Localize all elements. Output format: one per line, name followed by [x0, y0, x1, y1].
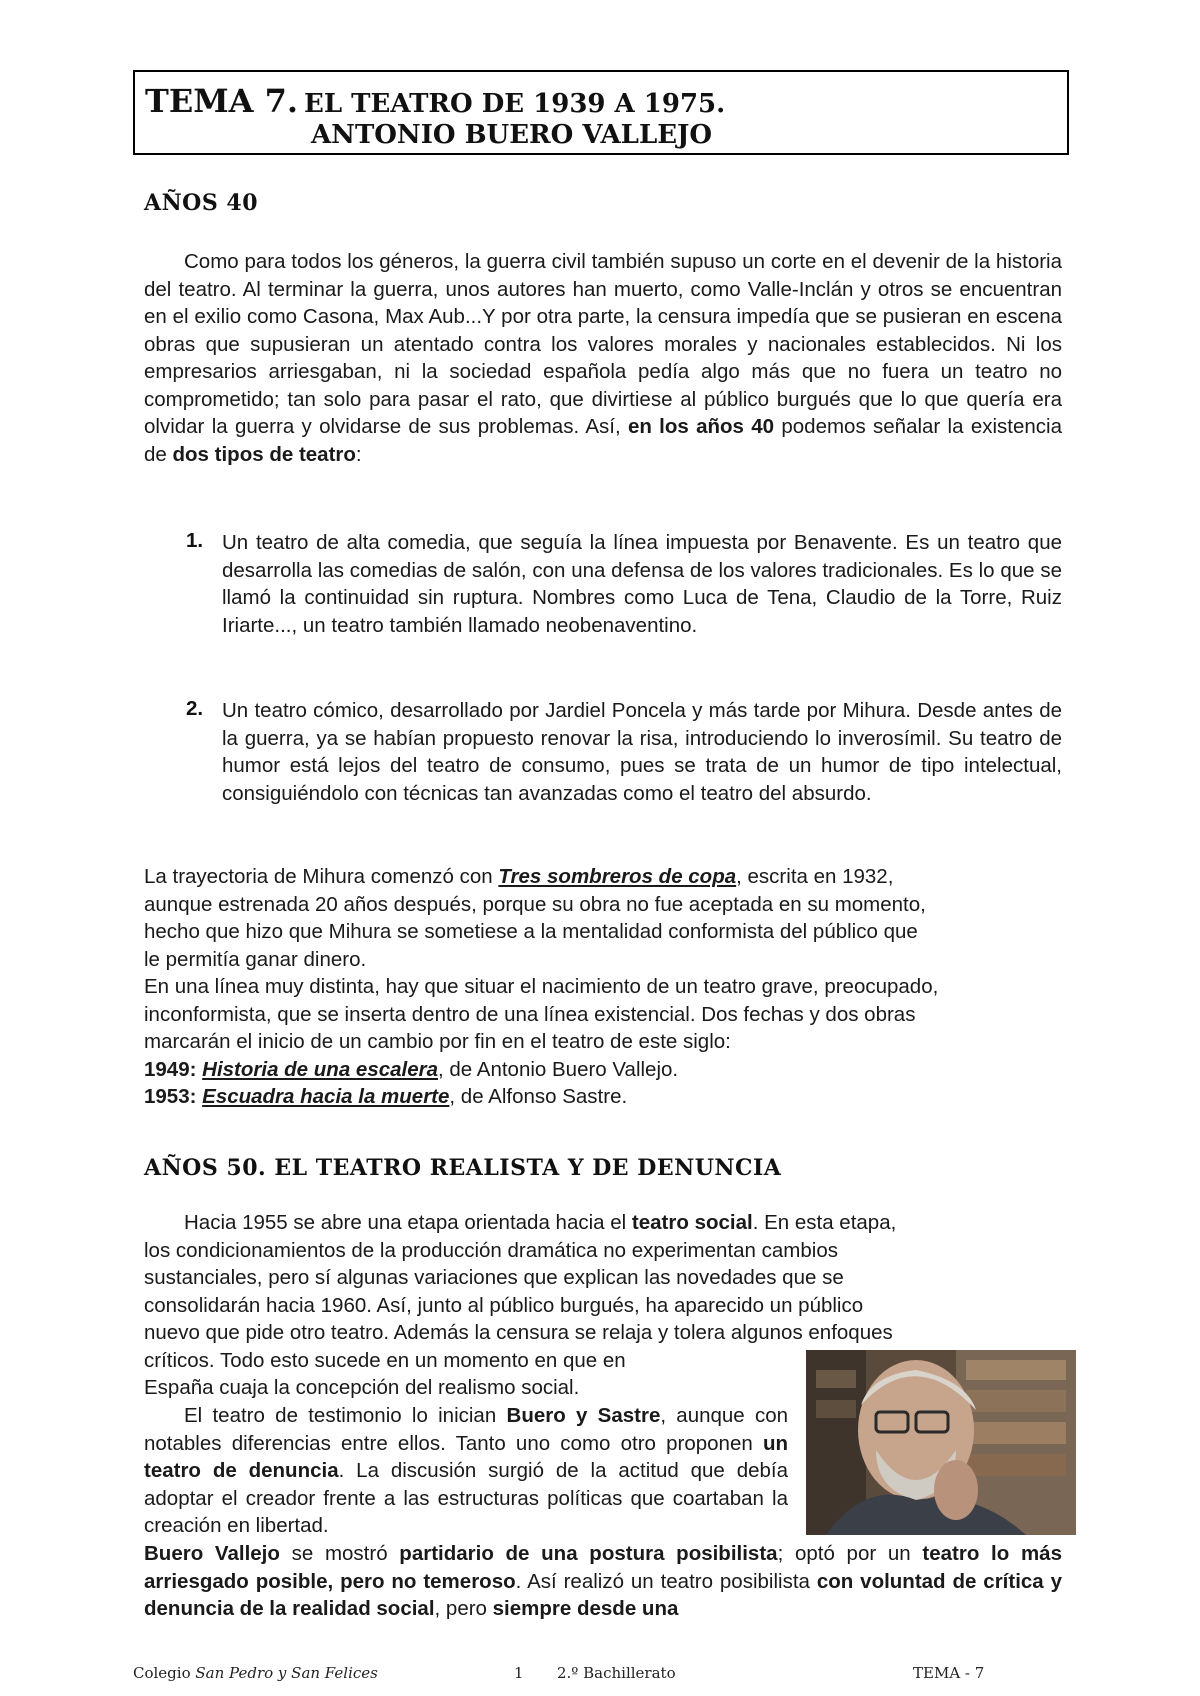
- list-number: 1.: [186, 529, 204, 552]
- social-line: [144, 1209, 896, 1237]
- section-heading-anos-40: AÑOS 40: [144, 190, 259, 216]
- social-line: España cuaja la concepción del realismo social.: [144, 1376, 580, 1399]
- testimonio-text: El teatro de testimonio lo inician: [184, 1404, 497, 1427]
- buero-bold: con voluntad de crítica y denuncia de la realidad social: [144, 1569, 1062, 1620]
- mihura-line: aunque estrenada 20 años después, porque su obra no fue aceptada en su momento,: [144, 892, 926, 916]
- intro-bold-types: dos tipos de teatro: [172, 442, 356, 466]
- list-item: Un teatro cómico, desarrollado por Jardiel Poncela y más tarde por Mihura. Desde antes de la guerra, ya se habían propuesto renovar la risa, introduciendo lo inverosímil. Su teatro de humor está lejos del teatro de consumo, pues se trata de un humor de tipo intelectual, consiguiéndolo con técnicas tan avanzadas como el teatro del absurdo.: [222, 699, 1062, 805]
- page-title: EL TEATRO DE 1939 A 1975.: [304, 89, 726, 119]
- list-item: Un teatro de alta comedia, que seguía la línea impuesta por Benavente. Es un teatro que desarrolla las comedias de salón, con una defensa de los valores tradicionales. Es lo que se llamó la continuidad sin ruptura. Nombres como Luca de Tena, Claudio de la Torre, Ruiz Iriarte..., un teatro también llamado neobenaventino.: [222, 531, 1062, 637]
- grave-line: inconformista, que se inserta dentro de una línea existencial. Dos fechas y dos obras: [144, 1002, 916, 1026]
- testimonio-bold-authors: Buero y Sastre: [506, 1404, 661, 1427]
- buero-text: se mostró: [291, 1542, 388, 1565]
- footer-course: 2.º Bachillerato: [557, 1664, 676, 1682]
- social-line: sustanciales, pero sí algunas variaciones que explican las novedades que se: [144, 1266, 844, 1289]
- work-title: Tres sombreros de copa: [498, 865, 737, 888]
- buero-bold: partidario de una postura posibilista: [399, 1542, 778, 1565]
- buero-text: , pero: [434, 1597, 487, 1620]
- social-text: Hacia 1955 se abre una etapa orientada hacia el: [184, 1211, 627, 1234]
- mihura-paragraph: [144, 863, 938, 1111]
- teatro-social-paragraph: [144, 1209, 896, 1402]
- buero-paragraph: [144, 1540, 1062, 1623]
- grave-line: marcarán el inicio de un cambio por fin en el teatro de este siglo:: [144, 1030, 731, 1053]
- intro-text: Como para todos los géneros, la guerra civil también supuso un corte en el devenir de la historia del teatro. Al terminar la guerra, unos autores han muerto, como Valle-Inclán y otros se encuentran en el exilio como Casona, Max Aub...Y por otra parte, la censura impedía que se pusieran en escena obras que supusieran un atentado contra los valores morales y nacionales establecidos. Ni los empresarios arriesgaban, ni la sociedad española pedía algo más que no fuera un teatro no comprometido; tan solo para pasar el rato, que divirtiese al público burgués que lo que quería era olvidar la guerra y olvidarse de sus problemas. Así,: [144, 250, 1062, 438]
- date-rest: , de Alfonso Sastre.: [449, 1085, 628, 1108]
- intro-mid: podemos señalar la existencia de: [144, 415, 1062, 466]
- social-line: nuevo que pide otro teatro. Además la censura se relaja y tolera algunos enfoques: [144, 1321, 893, 1344]
- social-text: . En esta etapa,: [752, 1211, 897, 1234]
- date-year: 1949:: [144, 1057, 197, 1081]
- social-line: los condicionamientos de la producción dramática no experimentan cambios: [144, 1238, 838, 1262]
- portrait-image: [806, 1350, 1076, 1535]
- work-title: Escuadra hacia la muerte: [202, 1085, 450, 1108]
- mihura-text: La trayectoria de Mihura comenzó con: [144, 865, 493, 888]
- date-rest: , de Antonio Buero Vallejo.: [438, 1057, 679, 1081]
- social-bold: teatro social: [631, 1211, 753, 1234]
- intro-bold-years: en los años 40: [627, 415, 775, 438]
- date-line: [144, 1083, 938, 1111]
- date-line: [144, 1056, 938, 1084]
- title-line: [145, 82, 725, 120]
- buero-text: ; optó por un: [777, 1542, 911, 1565]
- testimonio-bold-denuncia: un teatro de denuncia: [144, 1431, 788, 1482]
- page-subtitle: ANTONIO BUERO VALLEJO: [311, 120, 712, 150]
- author-photo: [806, 1350, 1076, 1535]
- buero-bold: Buero Vallejo: [144, 1542, 280, 1565]
- intro-paragraph: [144, 248, 1062, 468]
- section-heading-anos-50: AÑOS 50. EL TEATRO REALISTA Y DE DENUNCIA: [144, 1155, 782, 1181]
- testimonio-text: , aunque con notables diferencias entre ellos. Tanto uno como otro proponen: [144, 1404, 789, 1455]
- title-box: [133, 70, 1069, 155]
- grave-line: En una línea muy distinta, hay que situar el nacimiento de un teatro grave, preocupado,: [144, 975, 939, 998]
- footer-school: [133, 1664, 378, 1682]
- footer-school-prefix: Colegio: [133, 1664, 191, 1682]
- buero-text: . Así realizó un teatro posibilista: [515, 1569, 810, 1593]
- social-line: consolidarán hacia 1960. Así, junto al público burgués, ha aparecido un público: [144, 1293, 864, 1317]
- list-number: 2.: [186, 697, 204, 720]
- tema-number: TEMA 7.: [145, 82, 298, 120]
- footer-page-number: 1: [514, 1664, 524, 1682]
- date-year: 1953:: [144, 1085, 197, 1108]
- footer-school-name: San Pedro y San Felices: [195, 1664, 378, 1682]
- testimonio-paragraph: [144, 1402, 788, 1540]
- footer-tema: TEMA - 7: [913, 1664, 985, 1682]
- mihura-text: , escrita en 1932,: [736, 865, 894, 888]
- work-title: Historia de una escalera: [202, 1057, 439, 1081]
- social-line: críticos. Todo esto sucede en un momento en que en: [144, 1348, 626, 1372]
- testimonio-text: . La discusión surgió de la actitud que debía adoptar el creador frente a las estructuras políticas que coartaban la creación en libertad.: [144, 1459, 788, 1537]
- mihura-line: hecho que hizo que Mihura se sometiese a la mentalidad conformista del público que: [144, 920, 918, 943]
- mihura-line: [144, 863, 938, 891]
- buero-bold: siempre desde una: [492, 1597, 679, 1620]
- buero-bold: teatro lo más arriesgado posible, pero no temeroso: [144, 1542, 1062, 1593]
- intro-end: :: [355, 442, 362, 466]
- mihura-line: le permitía ganar dinero.: [144, 947, 367, 971]
